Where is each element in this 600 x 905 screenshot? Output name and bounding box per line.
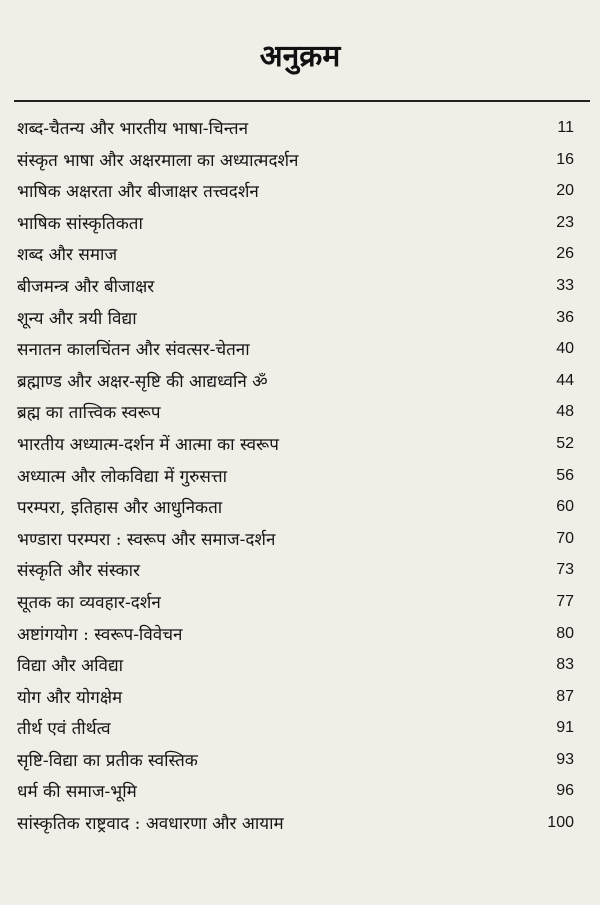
table-of-contents: [0, 113, 600, 840]
toc-entry-title: ब्रह्माण्ड और अक्षर-सृष्टि की आद्यध्वनि ॐ: [17, 371, 268, 392]
toc-entry-title: धर्म की समाज-भूमि: [17, 782, 137, 803]
toc-entry-page-number: 33: [556, 276, 574, 294]
toc-entry-page-number: 40: [556, 340, 574, 358]
toc-entry-title: ब्रह्म का तात्त्विक स्वरूप: [17, 403, 161, 424]
toc-entry-title: अध्यात्म और लोकविद्या में गुरुसत्ता: [17, 466, 228, 487]
toc-entry-page-number: 77: [556, 592, 574, 610]
toc-entry: [0, 461, 600, 493]
toc-entry-title: सनातन कालचिंतन और संवत्सर-चेतना: [17, 340, 250, 361]
toc-entry-page-number: 93: [556, 750, 574, 768]
toc-entry-page-number: 52: [556, 434, 574, 452]
toc-entry: [0, 429, 600, 461]
toc-entry: [0, 492, 600, 524]
toc-entry-title: शून्य और त्रयी विद्या: [17, 308, 137, 329]
toc-entry-title: योग और योगक्षेम: [17, 687, 123, 708]
toc-entry-title: शब्द-चैतन्य और भारतीय भाषा-चिन्तन: [17, 119, 249, 139]
toc-entry: [0, 808, 600, 840]
toc-entry: [0, 239, 600, 271]
toc-entry-title: भाषिक अक्षरता और बीजाक्षर तत्त्वदर्शन: [17, 182, 259, 203]
toc-entry-title: बीजमन्त्र और बीजाक्षर: [17, 276, 155, 297]
toc-entry: [0, 524, 600, 556]
toc-entry-page-number: 16: [556, 150, 574, 168]
toc-entry: [0, 776, 600, 808]
toc-entry: [0, 555, 600, 587]
toc-entry: [0, 366, 600, 398]
toc-entry-title: भण्डारा परम्परा : स्वरूप और समाज-दर्शन: [17, 529, 276, 550]
toc-entry: [0, 745, 600, 777]
toc-entry: [0, 208, 600, 240]
toc-entry-title: भाषिक सांस्कृतिकता: [17, 213, 143, 234]
toc-entry-page-number: 56: [556, 466, 574, 484]
toc-entry-page-number: 36: [556, 308, 574, 326]
toc-entry-title: विद्या और अविद्या: [17, 656, 124, 677]
toc-entry-page-number: 11: [557, 119, 574, 136]
toc-entry-page-number: 83: [556, 656, 574, 674]
toc-entry: [0, 303, 600, 335]
toc-entry: [0, 713, 600, 745]
toc-entry-page-number: 73: [556, 561, 574, 579]
toc-entry-title: संस्कृत भाषा और अक्षरमाला का अध्यात्मदर्शन: [17, 150, 299, 171]
toc-entry-page-number: 87: [556, 687, 574, 705]
toc-entry: [0, 113, 600, 145]
toc-entry: [0, 145, 600, 177]
toc-entry-page-number: 91: [556, 719, 574, 737]
toc-entry-page-number: 80: [556, 624, 574, 642]
toc-entry-page-number: 96: [556, 782, 574, 800]
toc-entry: [0, 176, 600, 208]
toc-entry-page-number: 70: [556, 529, 574, 547]
toc-entry-title: शब्द और समाज: [17, 245, 118, 266]
toc-entry-title: सृष्टि-विद्या का प्रतीक स्वस्तिक: [17, 750, 198, 771]
toc-entry: [0, 619, 600, 651]
toc-entry-page-number: 26: [556, 245, 574, 263]
toc-entry-page-number: 100: [547, 814, 574, 832]
toc-entry-title: सूतक का व्यवहार-दर्शन: [17, 592, 161, 613]
toc-entry-title: सांस्कृतिक राष्ट्रवाद : अवधारणा और आयाम: [17, 814, 284, 835]
toc-entry-title: परम्परा, इतिहास और आधुनिकता: [17, 498, 223, 519]
toc-entry-title: तीर्थ एवं तीर्थत्व: [17, 719, 111, 740]
toc-entry-page-number: 44: [556, 371, 574, 389]
toc-entry-page-number: 20: [556, 182, 574, 200]
toc-entry: [0, 587, 600, 619]
title-divider: [14, 100, 590, 102]
toc-entry: [0, 334, 600, 366]
toc-entry-page-number: 23: [556, 213, 574, 231]
toc-entry: [0, 397, 600, 429]
toc-entry: [0, 682, 600, 714]
toc-entry: [0, 271, 600, 303]
toc-entry-title: अष्टांगयोग : स्वरूप-विवेचन: [17, 624, 183, 645]
page-title: अनुक्रम: [259, 39, 341, 74]
toc-entry-title: भारतीय अध्यात्म-दर्शन में आत्मा का स्वरूप: [17, 434, 279, 455]
toc-entry-page-number: 48: [556, 403, 574, 421]
toc-entry: [0, 650, 600, 682]
toc-entry-page-number: 60: [556, 498, 574, 516]
toc-entry-title: संस्कृति और संस्कार: [17, 561, 140, 582]
